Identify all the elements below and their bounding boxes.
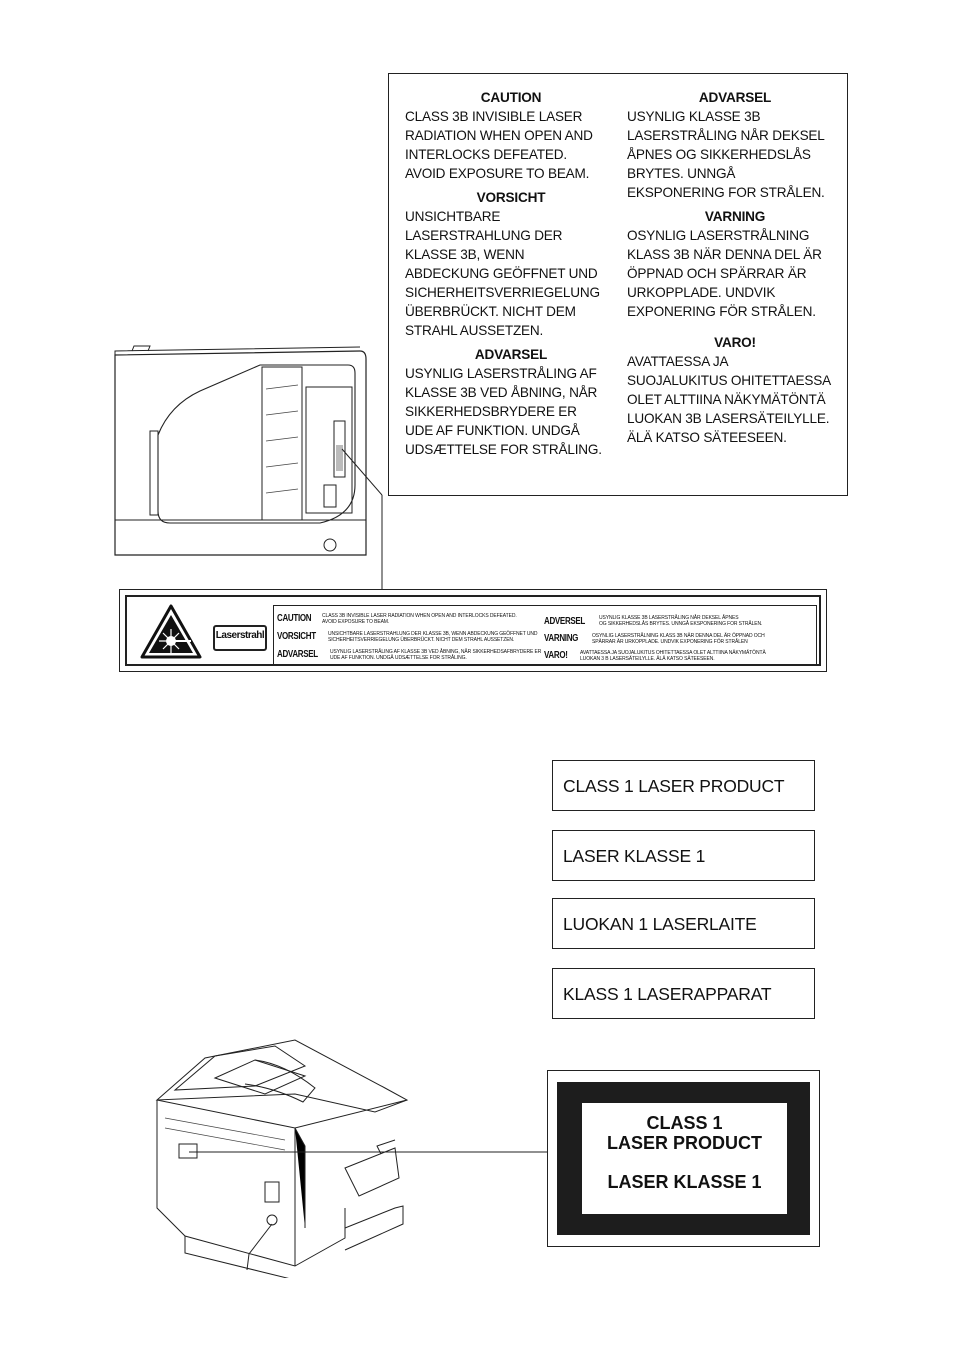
luokan-1-laserlaite-label: LUOKAN 1 LASERLAITE bbox=[552, 898, 815, 949]
scanner-unit-illustration bbox=[110, 345, 400, 595]
laser-klasse-1-label: LASER KLASSE 1 bbox=[552, 830, 815, 881]
caution-left-column bbox=[405, 88, 617, 459]
advarsel-no-heading: ADVARSEL bbox=[698, 90, 772, 105]
class1-laser-product-label: CLASS 1 LASER PRODUCT bbox=[552, 760, 815, 811]
caution-text: CLASS 3B INVISIBLE LASER RADIATION WHEN OPEN AND INTERLOCKS DEFEATED. AVOID EXPOSURE TO BEAM. bbox=[405, 109, 593, 181]
advarsel-da-heading: ADVARSEL bbox=[474, 347, 548, 362]
laser-hazard-icon bbox=[139, 603, 203, 661]
laser-warning-strip bbox=[119, 589, 827, 672]
class1-black-label bbox=[547, 1070, 820, 1247]
vorsicht-heading: VORSICHT bbox=[476, 190, 546, 205]
black-label-laser-klasse: LASER KLASSE 1 bbox=[607, 1172, 762, 1192]
caution-label-box bbox=[388, 73, 848, 496]
strip-advarsel-heading: ADVARSEL bbox=[277, 649, 318, 660]
strip-vorsicht-text: UNSICHTBARE LASERSTRAHLUNG DER KLASSE 3B, WENN ABDECKUNG GEÖFFNET UND SICHERHEITSVERRIEGELUNG ÜBERBRÜCKT. NICHT DEM STRAHL AUSSETZEN. bbox=[328, 631, 538, 643]
caution-heading: CAUTION bbox=[480, 90, 542, 105]
copier-illustration bbox=[145, 1028, 550, 1278]
strip-advarsel-text: USYNLIG LASERSTRÅLING AF KLASSE 3B VED ÅBNING, NÅR SIKKERHEDSAFBRYDERE ER UDE AF FUNKTION. UNDGÅ UDSÆTTELSE FOR STRÅLING. bbox=[330, 649, 542, 661]
strip-varning-text: OSYNLIG LASERSTRÅLNING KLASS 3B NÄR DENNA DEL ÄR ÖPPNAD OCH SPÄRRAR ÄR URKOPPLADE. UNDVIK EXPONERING FÖR STRÅLEN bbox=[592, 633, 765, 645]
varning-heading: VARNING bbox=[704, 209, 766, 224]
strip-varning-heading: VARNING bbox=[544, 633, 579, 644]
strip-text-box bbox=[273, 605, 817, 665]
strip-varo-text: AVATTAESSA JA SUOJALUKITUS OHITETTAESSA OLET ALTTIINA NÄKYMÄTÖNTÄ LUOKAN 3 B LASERSÄTEILYLLE. ÄLÄ KATSO SÄTEESEEN. bbox=[580, 650, 766, 662]
black-label-class1: CLASS 1 bbox=[646, 1113, 723, 1133]
laserstrahl-badge: Laserstrahl bbox=[213, 625, 267, 651]
advarsel-no-text: USYNLIG KLASSE 3B LASERSTRÅLING NÅR DEKSEL ÅPNES OG SIKKERHEDSLÅS BRYTES. UNNGÅ EKSPONERING FOR STRÅLEN. bbox=[627, 109, 825, 200]
caution-right-column bbox=[627, 88, 843, 447]
black-label-laser-product: LASER PRODUCT bbox=[606, 1133, 762, 1153]
strip-adversel-text: USYNLIG KLASSE 3B LASERSTRÅLING NÅR DEKSEL ÅPNES OG SIKKERHEDSLÅS BRYTES. UNNGÅ EKSPONERING FOR STRÅLEN. bbox=[599, 615, 763, 627]
strip-adversel-heading: ADVERSEL bbox=[544, 616, 586, 627]
strip-caution-heading: CAUTION bbox=[277, 613, 312, 624]
klass-1-laserapparat-label: KLASS 1 LASERAPPARAT bbox=[552, 968, 815, 1019]
strip-vorsicht-heading: VORSICHT bbox=[277, 631, 316, 642]
varning-text: OSYNLIG LASERSTRÅLNING KLASS 3B NÄR DENNA DEL ÄR ÖPPNAD OCH SPÄRRAR ÄR URKOPPLADE. UNDVIK EXPONERING FÖR STRÅLEN. bbox=[627, 228, 822, 319]
vorsicht-text: UNSICHTBARE LASERSTRAHLUNG DER KLASSE 3B, WENN ABDECKUNG GEÖFFNET UND SICHERHEITSVERRIEGELUNG ÜBERBRÜCKT. NICHT DEM STRAHL AUSSETZEN. bbox=[405, 209, 600, 338]
varo-text: AVATTAESSA JA SUOJALUKITUS OHITETTAESSA OLET ALTTIINA NÄKYMÄTÖNTÄ LUOKAN 3B LASERSÄTEILYLLE. ÄLÄ KATSO SÄTEESEEN. bbox=[627, 354, 831, 445]
strip-caution-text: CLASS 3B INVISIBLE LASER RADIATION WHEN OPEN AND INTERLOCKS DEFEATED. AVOID EXPOSURE TO BEAM. bbox=[322, 613, 517, 625]
strip-varo-heading: VARO! bbox=[544, 650, 568, 661]
varo-heading: VARO! bbox=[714, 335, 756, 350]
advarsel-da-text: USYNLIG LASERSTRÅLING AF KLASSE 3B VED ÅBNING, NÅR SIKKERHEDSBRYDERE ER UDE AF FUNKTION. UNDGÅ UDSÆTTELSE FOR STRÅLING. bbox=[405, 366, 602, 457]
